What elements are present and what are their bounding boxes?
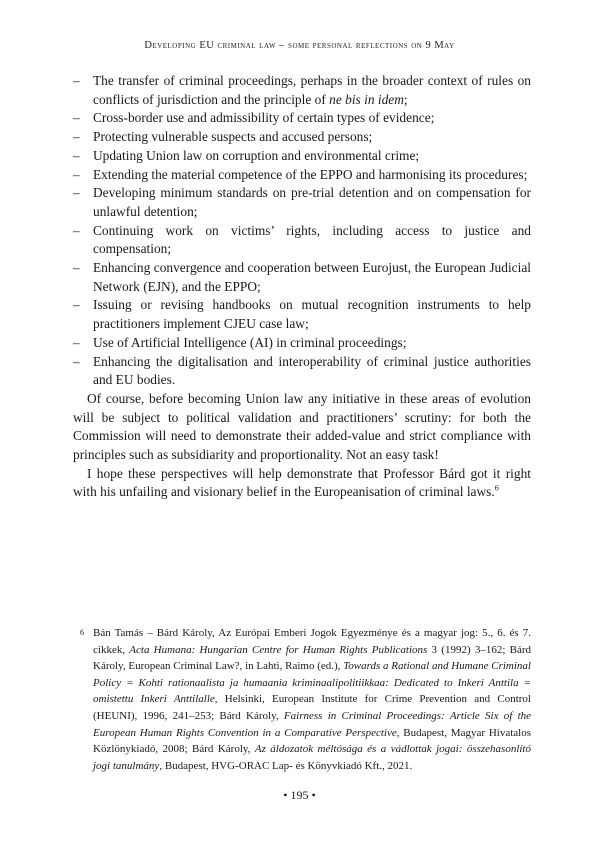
list-item: – Use of Artificial Intelligence (AI) in criminal proceedings; [73, 334, 407, 350]
list-item: – Enhancing the digitalisation and interoperability of criminal justice authorities and EU bodies. [73, 353, 531, 388]
paragraph-political-validation: Of course, before becoming Union law any initiative in these areas of evolution will be subject to political validation and practitioners’ scrutiny: for both the Commission will need to demonstrate their added-value and strict compliance with principles such as subsidiarity and proportionality. Not an easy task! [73, 390, 531, 463]
list-item: – Updating Union law on corruption and environmental crime; [73, 147, 420, 163]
list-item: – Enhancing convergence and cooperation between Eurojust, the European Judicial Network (EJN), and the EPPO; [73, 260, 531, 294]
list-item: – Cross-border use and admissibility of certain types of evidence; [73, 110, 435, 126]
list-item: – Continuing work on victims’ rights, including access to justice and compensation; [73, 222, 531, 257]
list-item: – Protecting vulnerable suspects and accused persons; [73, 129, 373, 145]
list-item: – The transfer of criminal proceedings, perhaps in the broader context of rules on conflicts of jurisdiction and the principle of ne bis in idem; [73, 73, 531, 107]
running-header: Developing EU criminal law – some personal reflections on 9 May [144, 40, 455, 51]
footnote: 6 Bán Tamás – Bárd Károly, Az Európai Emberi Jogok Egyezménye és a magyar jog: 5., 6. és 7. cikkek, Acta Humana: Hungarian Centre for Human Rights Publications 3 (1992) 3–162; Bárd Károly, European Criminal Law?, in Lahti, Raimo (ed.), Towards a Rational and Humane Criminal Policy = Kohti rationaalista ja humaania kriminaalipolitiikkaa: Dedicated to Inkeri Anttila = omistettu Inkeri Anttilalle, Helsinki, European Institute for Crime Prevention and Control (HEUNI), 1996, 241–253; Bárd Károly, Fairness in Criminal Proceedings: Article Six of the European Human Rights Convention in a Comparative Perspective, Budapest, Magyar Hivatalos Közlönykiadó, 2008; Bárd Károly, Az áldozatok méltósága és a vádlottak jogai: összehasonlító jogi tanulmány, Budapest, HVG-ORAC Lap- és Könyvkiadó Kft., 2021. [80, 627, 532, 772]
main-text [73, 72, 531, 502]
list-item: – Developing minimum standards on pre-trial detention and on compensation for unlawful detention; [73, 185, 531, 219]
list-item: – Extending the material competence of the EPPO and harmonising its procedures; [73, 166, 528, 182]
page-number: • 195 • [283, 788, 316, 802]
paragraph-conclusion: I hope these perspectives will help demonstrate that Professor Bárd got it right with his unfailing and visionary belief in the Europeanisation of criminal laws.$^6$ [73, 465, 531, 500]
bullet-list [73, 72, 531, 390]
footnote-mark: 6 [80, 628, 84, 637]
list-item: – Issuing or revising handbooks on mutual recognition instruments to help practitioners implement CJEU case law; [73, 297, 531, 332]
footnote-reference: 6 [494, 484, 499, 493]
